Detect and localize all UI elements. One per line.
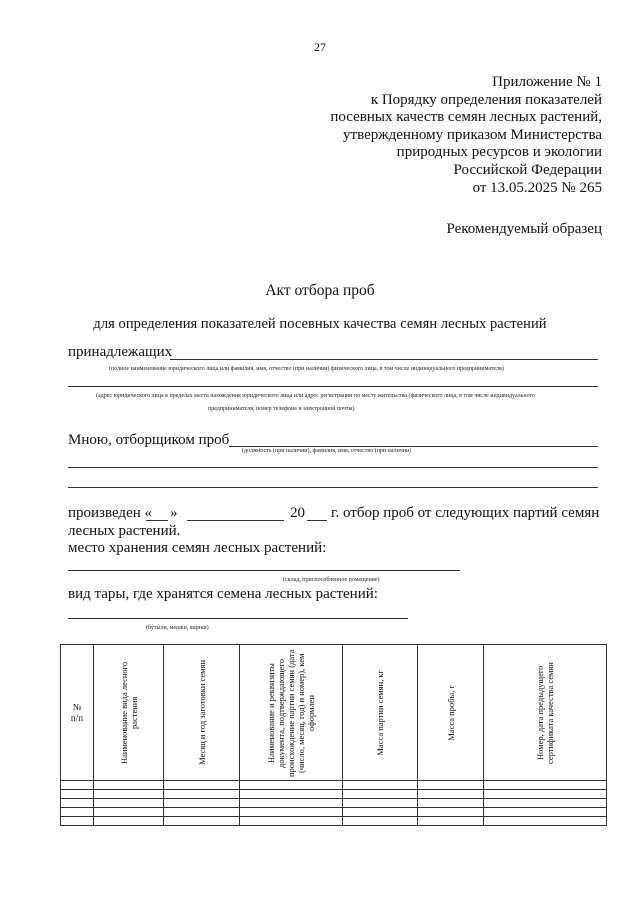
table-cell[interactable]	[343, 817, 418, 826]
owner-label: принадлежащих	[68, 344, 173, 360]
table-cell[interactable]	[164, 799, 240, 808]
sampler-hint: (должность (при наличии), фамилия, имя, отчество (при наличии)	[242, 448, 412, 454]
appendix-line: посевных качеств семян лесных растений,	[330, 109, 602, 126]
header-cell-lot-mass	[343, 645, 418, 781]
table-row	[61, 790, 607, 799]
table-cell[interactable]	[164, 790, 240, 799]
owner-address-line[interactable]	[68, 386, 598, 387]
page-number: 27	[314, 40, 326, 54]
table-cell[interactable]	[164, 781, 240, 790]
table-cell[interactable]	[94, 790, 164, 799]
table-cell[interactable]	[164, 808, 240, 817]
owner-hint: (полное наименование юридического лица или фамилия, имя, отчество (при наличии) физического лица, в том числе индивидуального предпринимателя)	[109, 366, 504, 372]
header-cell-number	[61, 645, 94, 781]
storage-hint: (склад, приспособленное помещение)	[283, 577, 380, 583]
header-cell-harvest-date	[164, 645, 240, 781]
document-title: Акт отбора проб	[265, 282, 375, 299]
table-cell[interactable]	[484, 808, 607, 817]
header-origin-document-label: Наименование и реквизиты документа, подтверждающего происхождение партии семян (дата (число, месяц, год) и номер), кем оформлен	[266, 648, 316, 777]
table-cell[interactable]	[94, 799, 164, 808]
table-cell[interactable]	[94, 808, 164, 817]
year-field[interactable]	[307, 520, 327, 521]
sampler-line-3[interactable]	[68, 487, 598, 488]
month-field[interactable]	[187, 520, 284, 521]
table-cell[interactable]	[94, 781, 164, 790]
appendix-block	[330, 74, 602, 197]
sampler-line[interactable]	[229, 446, 598, 447]
sampler-line-2[interactable]	[68, 467, 598, 468]
table-cell[interactable]	[418, 799, 484, 808]
container-label: вид тары, где хранятся семена лесных растений:	[68, 586, 378, 602]
table-cell[interactable]	[484, 790, 607, 799]
storage-line[interactable]	[68, 570, 460, 571]
table-row	[61, 799, 607, 808]
table-cell[interactable]	[418, 808, 484, 817]
table-cell[interactable]	[240, 799, 343, 808]
table-row	[61, 817, 607, 826]
table-cell[interactable]	[61, 817, 94, 826]
appendix-line: от 13.05.2025 № 265	[472, 179, 602, 196]
header-lot-mass-label: Масса партии семян, кг	[375, 669, 385, 756]
container-hint: (бутыли, мешки, ящики)	[146, 625, 209, 631]
table-cell[interactable]	[94, 817, 164, 826]
appendix-line: природных ресурсов и экологии	[396, 144, 602, 161]
header-sample-mass-label: Масса пробы, г	[445, 684, 456, 741]
produced-text-2: »	[170, 505, 178, 521]
appendix-line: Приложение № 1	[492, 74, 602, 90]
header-harvest-date-label: Месяц и год заготовки семян	[196, 660, 207, 765]
produced-text-4: г. отбор проб от следующих партий семян	[331, 505, 600, 521]
header-number-label: № п/п	[70, 701, 84, 723]
header-cell-sample-mass	[418, 645, 484, 781]
header-cell-origin-document	[240, 645, 343, 781]
table-cell[interactable]	[484, 781, 607, 790]
samples-table	[60, 644, 607, 826]
produced-text-1: произведен «	[68, 505, 153, 521]
table-cell[interactable]	[240, 781, 343, 790]
table-cell[interactable]	[343, 790, 418, 799]
sampler-label: Мною, отборщиком проб	[68, 432, 230, 448]
table-row	[61, 781, 607, 790]
recommended-sample-label: Рекомендуемый образец	[446, 221, 602, 237]
table-cell[interactable]	[418, 781, 484, 790]
header-species-label: Наименование вида лесного растения	[118, 661, 139, 764]
produced-text-5: лесных растений.	[68, 523, 181, 539]
table-cell[interactable]	[240, 817, 343, 826]
header-cell-certificate	[484, 645, 607, 781]
header-cell-species	[94, 645, 164, 781]
table-cell[interactable]	[418, 790, 484, 799]
table-row	[61, 808, 607, 817]
appendix-line: утвержденному приказом Министерства	[343, 126, 602, 143]
table-cell[interactable]	[343, 781, 418, 790]
table-cell[interactable]	[61, 799, 94, 808]
table-cell[interactable]	[484, 817, 607, 826]
table-cell[interactable]	[240, 790, 343, 799]
document-subtitle: для определения показателей посевных качества семян лесных растений	[93, 316, 547, 332]
table-cell[interactable]	[61, 808, 94, 817]
appendix-line: Российской Федерации	[453, 161, 602, 178]
table-cell[interactable]	[240, 808, 343, 817]
produced-text-3: 20	[290, 505, 305, 521]
storage-label: место хранения семян лесных растений:	[68, 540, 327, 556]
appendix-line: к Порядку определения показателей	[370, 91, 602, 108]
table-cell[interactable]	[418, 817, 484, 826]
day-field[interactable]	[146, 520, 168, 521]
header-certificate-label: Номер, дата предыдущего сертификата качества семян	[535, 661, 555, 764]
table-cell[interactable]	[164, 817, 240, 826]
container-line[interactable]	[68, 618, 408, 619]
table-cell[interactable]	[61, 790, 94, 799]
table-cell[interactable]	[343, 799, 418, 808]
table-header-row	[61, 645, 607, 781]
owner-address-hint: (адрес юридического лица в пределах места нахождения юридического лица или адрес регистрации по месту жительства (физического лица, в том числе индивидуального	[96, 393, 535, 399]
owner-address-hint-2: предпринимателя, номер телефона и электронной почты)	[208, 406, 355, 412]
owner-name-line[interactable]	[170, 359, 598, 360]
table-cell[interactable]	[343, 808, 418, 817]
table-cell[interactable]	[484, 799, 607, 808]
table-cell[interactable]	[61, 781, 94, 790]
